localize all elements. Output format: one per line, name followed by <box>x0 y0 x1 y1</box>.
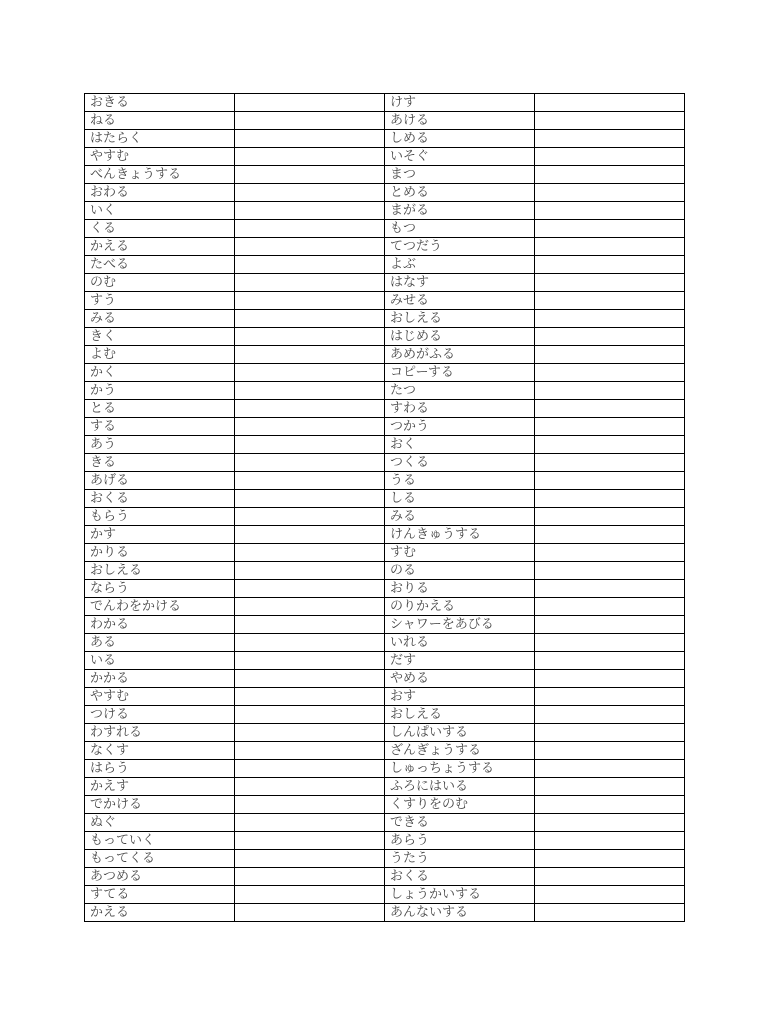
verb-cell: すわる <box>385 400 535 418</box>
verb-cell: すてる <box>85 886 235 904</box>
table-row <box>85 292 685 310</box>
answer-cell[interactable] <box>235 868 385 886</box>
answer-cell[interactable] <box>235 580 385 598</box>
verb-cell: ざんぎょうする <box>385 742 535 760</box>
answer-cell[interactable] <box>235 112 385 130</box>
verb-cell: いく <box>85 202 235 220</box>
table-row <box>85 634 685 652</box>
answer-cell[interactable] <box>535 526 685 544</box>
verb-cell: よむ <box>85 346 235 364</box>
verb-cell: はじめる <box>385 328 535 346</box>
answer-cell[interactable] <box>235 508 385 526</box>
table-row <box>85 526 685 544</box>
answer-cell[interactable] <box>235 904 385 922</box>
answer-cell[interactable] <box>235 724 385 742</box>
verb-cell: みる <box>385 508 535 526</box>
table-row <box>85 238 685 256</box>
table-row <box>85 328 685 346</box>
answer-cell[interactable] <box>535 274 685 292</box>
answer-cell[interactable] <box>235 796 385 814</box>
verb-cell: のむ <box>85 274 235 292</box>
verb-cell: くる <box>85 220 235 238</box>
answer-cell[interactable] <box>535 130 685 148</box>
table-row <box>85 598 685 616</box>
answer-cell[interactable] <box>535 598 685 616</box>
answer-cell[interactable] <box>235 382 385 400</box>
verb-cell: しんぱいする <box>385 724 535 742</box>
verb-cell: やすむ <box>85 148 235 166</box>
answer-cell[interactable] <box>235 670 385 688</box>
table-row <box>85 184 685 202</box>
answer-cell[interactable] <box>535 346 685 364</box>
verb-cell: ならう <box>85 580 235 598</box>
verb-cell: すう <box>85 292 235 310</box>
answer-cell[interactable] <box>235 94 385 112</box>
table-row <box>85 418 685 436</box>
table-row <box>85 832 685 850</box>
verb-cell: もつ <box>385 220 535 238</box>
answer-cell[interactable] <box>535 94 685 112</box>
answer-cell[interactable] <box>535 310 685 328</box>
table-row <box>85 760 685 778</box>
answer-cell[interactable] <box>535 724 685 742</box>
verb-cell: もらう <box>85 508 235 526</box>
verb-cell: かえる <box>85 904 235 922</box>
verb-cell: いれる <box>385 634 535 652</box>
table-row <box>85 130 685 148</box>
answer-cell[interactable] <box>235 814 385 832</box>
table-row <box>85 166 685 184</box>
answer-cell[interactable] <box>235 238 385 256</box>
answer-cell[interactable] <box>535 670 685 688</box>
verb-cell: かえる <box>85 238 235 256</box>
answer-cell[interactable] <box>535 184 685 202</box>
answer-cell[interactable] <box>235 274 385 292</box>
table-row <box>85 382 685 400</box>
verb-cell: あける <box>385 112 535 130</box>
answer-cell[interactable] <box>535 220 685 238</box>
answer-cell[interactable] <box>235 130 385 148</box>
verb-cell: きる <box>85 454 235 472</box>
answer-cell[interactable] <box>535 454 685 472</box>
answer-cell[interactable] <box>535 328 685 346</box>
answer-cell[interactable] <box>535 418 685 436</box>
verb-cell: おしえる <box>85 562 235 580</box>
answer-cell[interactable] <box>535 760 685 778</box>
verb-cell: べんきょうする <box>85 166 235 184</box>
table-row <box>85 580 685 598</box>
verb-cell: まつ <box>385 166 535 184</box>
answer-cell[interactable] <box>235 292 385 310</box>
answer-cell[interactable] <box>535 850 685 868</box>
table-row <box>85 400 685 418</box>
verb-cell: やめる <box>385 670 535 688</box>
verb-cell: もっていく <box>85 832 235 850</box>
verb-cell: でんわをかける <box>85 598 235 616</box>
verb-cell: はらう <box>85 760 235 778</box>
answer-cell[interactable] <box>235 184 385 202</box>
table-row <box>85 472 685 490</box>
answer-cell[interactable] <box>235 490 385 508</box>
verb-cell: わかる <box>85 616 235 634</box>
answer-cell[interactable] <box>535 382 685 400</box>
verb-cell: おしえる <box>385 310 535 328</box>
table-row <box>85 886 685 904</box>
verb-cell: あう <box>85 436 235 454</box>
table-row <box>85 904 685 922</box>
table-row <box>85 742 685 760</box>
table-row <box>85 310 685 328</box>
answer-cell[interactable] <box>535 400 685 418</box>
answer-cell[interactable] <box>535 652 685 670</box>
verb-cell: おす <box>385 688 535 706</box>
verb-cell: くすりをのむ <box>385 796 535 814</box>
verb-cell: しゅっちょうする <box>385 760 535 778</box>
answer-cell[interactable] <box>535 868 685 886</box>
table-row <box>85 436 685 454</box>
verb-cell: つくる <box>385 454 535 472</box>
table-row <box>85 202 685 220</box>
answer-cell[interactable] <box>535 436 685 454</box>
answer-cell[interactable] <box>535 742 685 760</box>
verb-cell: かえす <box>85 778 235 796</box>
verb-cell: つける <box>85 706 235 724</box>
table-row <box>85 364 685 382</box>
verb-cell: しる <box>385 490 535 508</box>
table-row <box>85 454 685 472</box>
verb-cell: のる <box>385 562 535 580</box>
verb-cell: たつ <box>385 382 535 400</box>
verb-cell: かりる <box>85 544 235 562</box>
verb-cell: みせる <box>385 292 535 310</box>
answer-cell[interactable] <box>235 706 385 724</box>
answer-cell[interactable] <box>535 166 685 184</box>
answer-cell[interactable] <box>535 292 685 310</box>
answer-cell[interactable] <box>535 472 685 490</box>
verb-cell: とる <box>85 400 235 418</box>
verb-cell: あんないする <box>385 904 535 922</box>
answer-cell[interactable] <box>535 832 685 850</box>
answer-cell[interactable] <box>235 364 385 382</box>
answer-cell[interactable] <box>535 778 685 796</box>
verb-cell: あつめる <box>85 868 235 886</box>
answer-cell[interactable] <box>235 886 385 904</box>
table-row <box>85 706 685 724</box>
verb-cell: でかける <box>85 796 235 814</box>
verb-cell: いそぐ <box>385 148 535 166</box>
answer-cell[interactable] <box>235 400 385 418</box>
table-row <box>85 868 685 886</box>
table-row <box>85 256 685 274</box>
verb-cell: おりる <box>385 580 535 598</box>
verb-cell: なくす <box>85 742 235 760</box>
verb-cell: てつだう <box>385 238 535 256</box>
answer-cell[interactable] <box>235 832 385 850</box>
answer-cell[interactable] <box>535 256 685 274</box>
answer-cell[interactable] <box>535 202 685 220</box>
verb-cell: おく <box>385 436 535 454</box>
answer-cell[interactable] <box>535 814 685 832</box>
verb-cell: する <box>85 418 235 436</box>
table-row <box>85 490 685 508</box>
verb-cell: やすむ <box>85 688 235 706</box>
table-row <box>85 616 685 634</box>
table-row <box>85 814 685 832</box>
answer-cell[interactable] <box>235 310 385 328</box>
verb-cell: しょうかいする <box>385 886 535 904</box>
verb-cell: おわる <box>85 184 235 202</box>
verb-cell: よぶ <box>385 256 535 274</box>
verb-cell: かかる <box>85 670 235 688</box>
verb-cell: つかう <box>385 418 535 436</box>
verb-cell: だす <box>385 652 535 670</box>
answer-cell[interactable] <box>235 616 385 634</box>
verb-cell: しめる <box>385 130 535 148</box>
verb-cell: ぬぐ <box>85 814 235 832</box>
verb-cell: うたう <box>385 850 535 868</box>
table-row <box>85 652 685 670</box>
answer-cell[interactable] <box>235 436 385 454</box>
verb-cell: わすれる <box>85 724 235 742</box>
answer-cell[interactable] <box>235 544 385 562</box>
table-row <box>85 562 685 580</box>
answer-cell[interactable] <box>235 454 385 472</box>
answer-cell[interactable] <box>235 688 385 706</box>
answer-cell[interactable] <box>535 562 685 580</box>
answer-cell[interactable] <box>235 760 385 778</box>
verb-cell: けす <box>385 94 535 112</box>
answer-cell[interactable] <box>535 580 685 598</box>
table-row <box>85 508 685 526</box>
verb-cell: のりかえる <box>385 598 535 616</box>
verb-cell: はたらく <box>85 130 235 148</box>
answer-cell[interactable] <box>535 544 685 562</box>
verb-worksheet-table <box>84 93 685 922</box>
verb-cell: あらう <box>385 832 535 850</box>
verb-cell: みる <box>85 310 235 328</box>
answer-cell[interactable] <box>535 886 685 904</box>
verb-cell: おきる <box>85 94 235 112</box>
answer-cell[interactable] <box>535 688 685 706</box>
verb-cell: もってくる <box>85 850 235 868</box>
verb-cell: かす <box>85 526 235 544</box>
verb-cell: うる <box>385 472 535 490</box>
answer-cell[interactable] <box>235 202 385 220</box>
table-row <box>85 688 685 706</box>
answer-cell[interactable] <box>535 796 685 814</box>
answer-cell[interactable] <box>535 148 685 166</box>
table-row <box>85 112 685 130</box>
verb-cell: いる <box>85 652 235 670</box>
verb-cell: ある <box>85 634 235 652</box>
answer-cell[interactable] <box>235 328 385 346</box>
answer-cell[interactable] <box>235 220 385 238</box>
answer-cell[interactable] <box>535 112 685 130</box>
table-row <box>85 670 685 688</box>
table-row <box>85 94 685 112</box>
answer-cell[interactable] <box>235 634 385 652</box>
answer-cell[interactable] <box>235 148 385 166</box>
table-row <box>85 544 685 562</box>
answer-cell[interactable] <box>535 616 685 634</box>
table-row <box>85 724 685 742</box>
answer-cell[interactable] <box>235 526 385 544</box>
answer-cell[interactable] <box>535 634 685 652</box>
answer-cell[interactable] <box>235 598 385 616</box>
answer-cell[interactable] <box>235 166 385 184</box>
answer-cell[interactable] <box>235 256 385 274</box>
verb-cell: たべる <box>85 256 235 274</box>
table-row <box>85 796 685 814</box>
answer-cell[interactable] <box>535 508 685 526</box>
verb-cell: おくる <box>85 490 235 508</box>
answer-cell[interactable] <box>235 850 385 868</box>
table-row <box>85 274 685 292</box>
answer-cell[interactable] <box>535 904 685 922</box>
table-row <box>85 778 685 796</box>
answer-cell[interactable] <box>235 472 385 490</box>
table-row <box>85 148 685 166</box>
verb-cell: シャワーをあびる <box>385 616 535 634</box>
verb-cell: かう <box>85 382 235 400</box>
verb-cell: おしえる <box>385 706 535 724</box>
answer-cell[interactable] <box>535 238 685 256</box>
table-row <box>85 346 685 364</box>
verb-cell: きく <box>85 328 235 346</box>
answer-cell[interactable] <box>535 490 685 508</box>
table-row <box>85 850 685 868</box>
verb-cell: とめる <box>385 184 535 202</box>
verb-cell: できる <box>385 814 535 832</box>
answer-cell[interactable] <box>235 562 385 580</box>
verb-cell: すむ <box>385 544 535 562</box>
answer-cell[interactable] <box>235 418 385 436</box>
verb-cell: コピーする <box>385 364 535 382</box>
answer-cell[interactable] <box>235 778 385 796</box>
verb-cell: かく <box>85 364 235 382</box>
verb-rows <box>85 94 685 922</box>
verb-cell: あげる <box>85 472 235 490</box>
verb-cell: はなす <box>385 274 535 292</box>
answer-cell[interactable] <box>235 652 385 670</box>
answer-cell[interactable] <box>535 364 685 382</box>
table-row <box>85 220 685 238</box>
verb-cell: けんきゅうする <box>385 526 535 544</box>
verb-cell: ふろにはいる <box>385 778 535 796</box>
verb-cell: おくる <box>385 868 535 886</box>
answer-cell[interactable] <box>535 706 685 724</box>
verb-cell: まがる <box>385 202 535 220</box>
verb-cell: あめがふる <box>385 346 535 364</box>
answer-cell[interactable] <box>235 742 385 760</box>
verb-cell: ねる <box>85 112 235 130</box>
answer-cell[interactable] <box>235 346 385 364</box>
